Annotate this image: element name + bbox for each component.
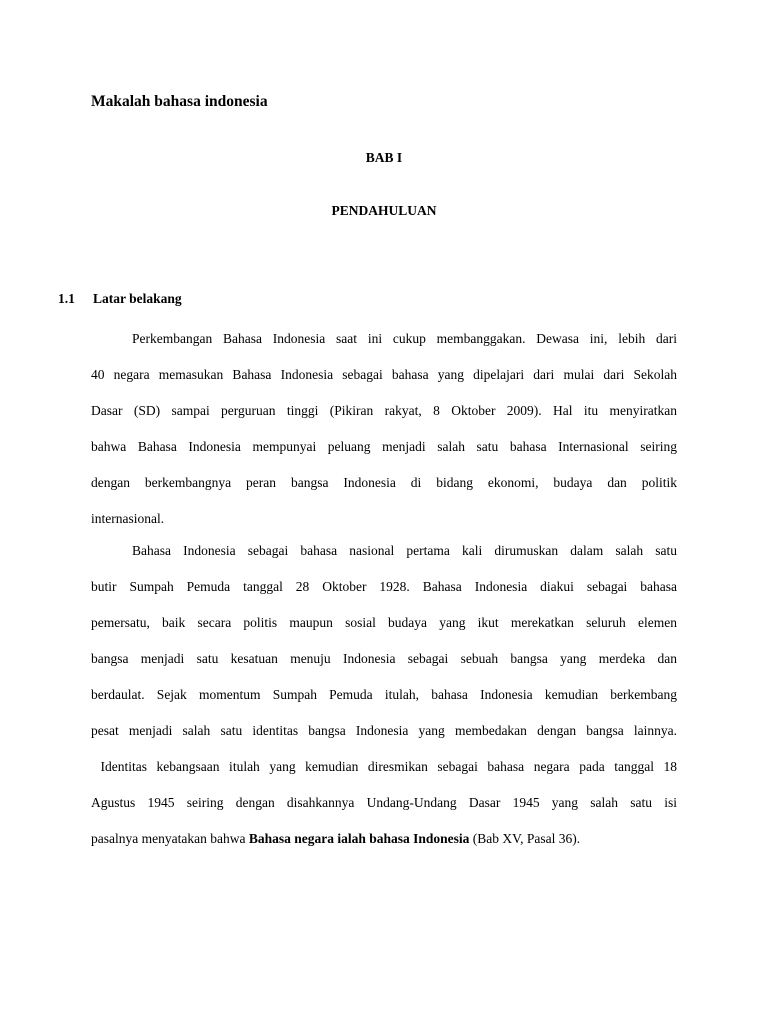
paragraph-1: [91, 321, 677, 537]
section-title: Latar belakang: [93, 291, 182, 306]
paragraph-line: internasional.: [91, 511, 165, 526]
paragraph-line: butir Sumpah Pemuda tanggal 28 Oktober 1928. Bahasa Indonesia diakui sebagai bahasa: [91, 579, 677, 594]
paragraph-2: [91, 533, 677, 857]
paragraph-line: Agustus 1945 seiring dengan disahkannya Undang-Undang Dasar 1945 yang salah satu isi: [91, 795, 677, 810]
paragraph-line: bangsa menjadi satu kesatuan menuju Indonesia sebagai sebuah bangsa yang merdeka dan: [91, 651, 677, 666]
section-heading: [58, 291, 182, 307]
text-run: pasalnya menyatakan bahwa: [91, 831, 249, 846]
text-run: (Bab XV, Pasal 36).: [469, 831, 581, 846]
bold-text: Bahasa negara ialah bahasa Indonesia: [248, 831, 470, 846]
paragraph-line: pesat menjadi salah satu identitas bangsa Indonesia yang membedakan dengan bangsa lainnya.: [91, 723, 677, 738]
paragraph-line: Identitas kebangsaan itulah yang kemudian diresmikan sebagai bahasa negara pada tanggal 18: [91, 759, 677, 774]
paragraph-line: Bahasa Indonesia sebagai bahasa nasional pertama kali dirumuskan dalam salah satu: [132, 543, 677, 558]
paragraph-line: dengan berkembangnya peran bangsa Indonesia di bidang ekonomi, budaya dan politik: [91, 475, 677, 490]
chapter-title: PENDAHULUAN: [331, 203, 437, 218]
paragraph-line: bahwa Bahasa Indonesia mempunyai peluang menjadi salah satu bahasa Internasional seiring: [91, 439, 677, 454]
section-number: 1.1: [58, 291, 75, 306]
chapter-heading: BAB I: [365, 150, 403, 165]
paragraph-line: Dasar (SD) sampai perguruan tinggi (Pikiran rakyat, 8 Oktober 2009). Hal itu menyiratkan: [91, 403, 677, 418]
document-title: Makalah bahasa indonesia: [91, 93, 268, 110]
paragraph-line: 40 negara memasukan Bahasa Indonesia sebagai bahasa yang dipelajari dari mulai dari Sekolah: [91, 367, 677, 382]
paragraph-last-line: [91, 821, 677, 857]
paragraph-line: berdaulat. Sejak momentum Sumpah Pemuda itulah, bahasa Indonesia kemudian berkembang: [91, 687, 677, 702]
paragraph-line: Perkembangan Bahasa Indonesia saat ini cukup membanggakan. Dewasa ini, lebih dari: [132, 331, 677, 346]
paragraph-line: pemersatu, baik secara politis maupun sosial budaya yang ikut merekatkan seluruh elemen: [91, 615, 677, 630]
